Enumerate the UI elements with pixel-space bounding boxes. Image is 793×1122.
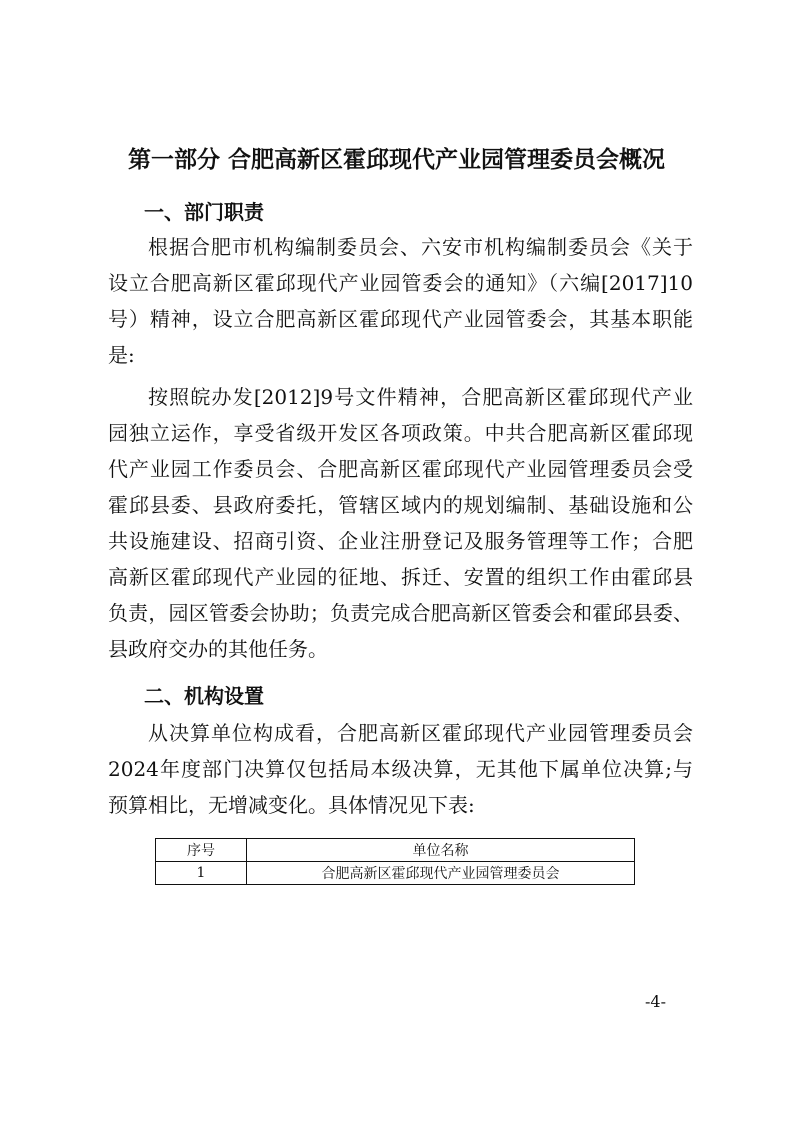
table-row (156, 862, 635, 885)
paragraph-line: 根据合肥市机构编制委员会、六安市机构编制委员会《关于 (148, 235, 693, 259)
table-cell-unit-name: 合肥高新区霍邱现代产业园管理委员会 (247, 862, 635, 885)
units-table (155, 838, 635, 885)
paragraph-line: 共设施建设、招商引资、企业注册登记及服务管理等工作；合肥 (108, 529, 693, 553)
paragraph-line: 霍邱县委、县政府委托，管辖区域内的规划编制、基础设施和公 (108, 493, 693, 517)
paragraph-line: 负责，园区管委会协助；负责完成合肥高新区管委会和霍邱县委、 (108, 601, 693, 625)
paragraph-line: 园独立运作，享受省级开发区各项政策。中共合肥高新区霍邱现 (108, 421, 693, 445)
section-heading-duties: 一、部门职责 (144, 200, 264, 224)
table-header-index: 序号 (156, 839, 247, 862)
paragraph-line: 预算相比，无增减变化。具体情况见下表: (108, 793, 475, 817)
paragraph-line: 设立合肥高新区霍邱现代产业园管委会的通知》（六编[2017]10 (108, 271, 693, 295)
paragraph-line: 代产业园工作委员会、合肥高新区霍邱现代产业园管理委员会受 (108, 457, 693, 481)
page-number: -4- (645, 992, 666, 1011)
paragraph-line: 高新区霍邱现代产业园的征地、拆迁、安置的组织工作由霍邱县 (108, 565, 693, 589)
table-cell-index: 1 (156, 862, 247, 885)
paragraph-line: 从决算单位构成看，合肥高新区霍邱现代产业园管理委员会 (148, 721, 693, 745)
table-header-unit-name: 单位名称 (247, 839, 635, 862)
paragraph-line: 按照皖办发[2012]9号文件精神，合肥高新区霍邱现代产业 (148, 385, 693, 409)
page-title: 第一部分 合肥高新区霍邱现代产业园管理委员会概况 (127, 147, 665, 173)
paragraph-line: 县政府交办的其他任务。 (108, 637, 328, 661)
paragraph-line: 是: (108, 343, 135, 367)
paragraph-line: 2024年度部门决算仅包括局本级决算，无其他下属单位决算;与 (108, 757, 693, 781)
paragraph-line: 号）精神，设立合肥高新区霍邱现代产业园管委会，其基本职能 (108, 307, 693, 331)
table-header-row (156, 839, 635, 862)
section-heading-structure: 二、机构设置 (144, 684, 264, 708)
